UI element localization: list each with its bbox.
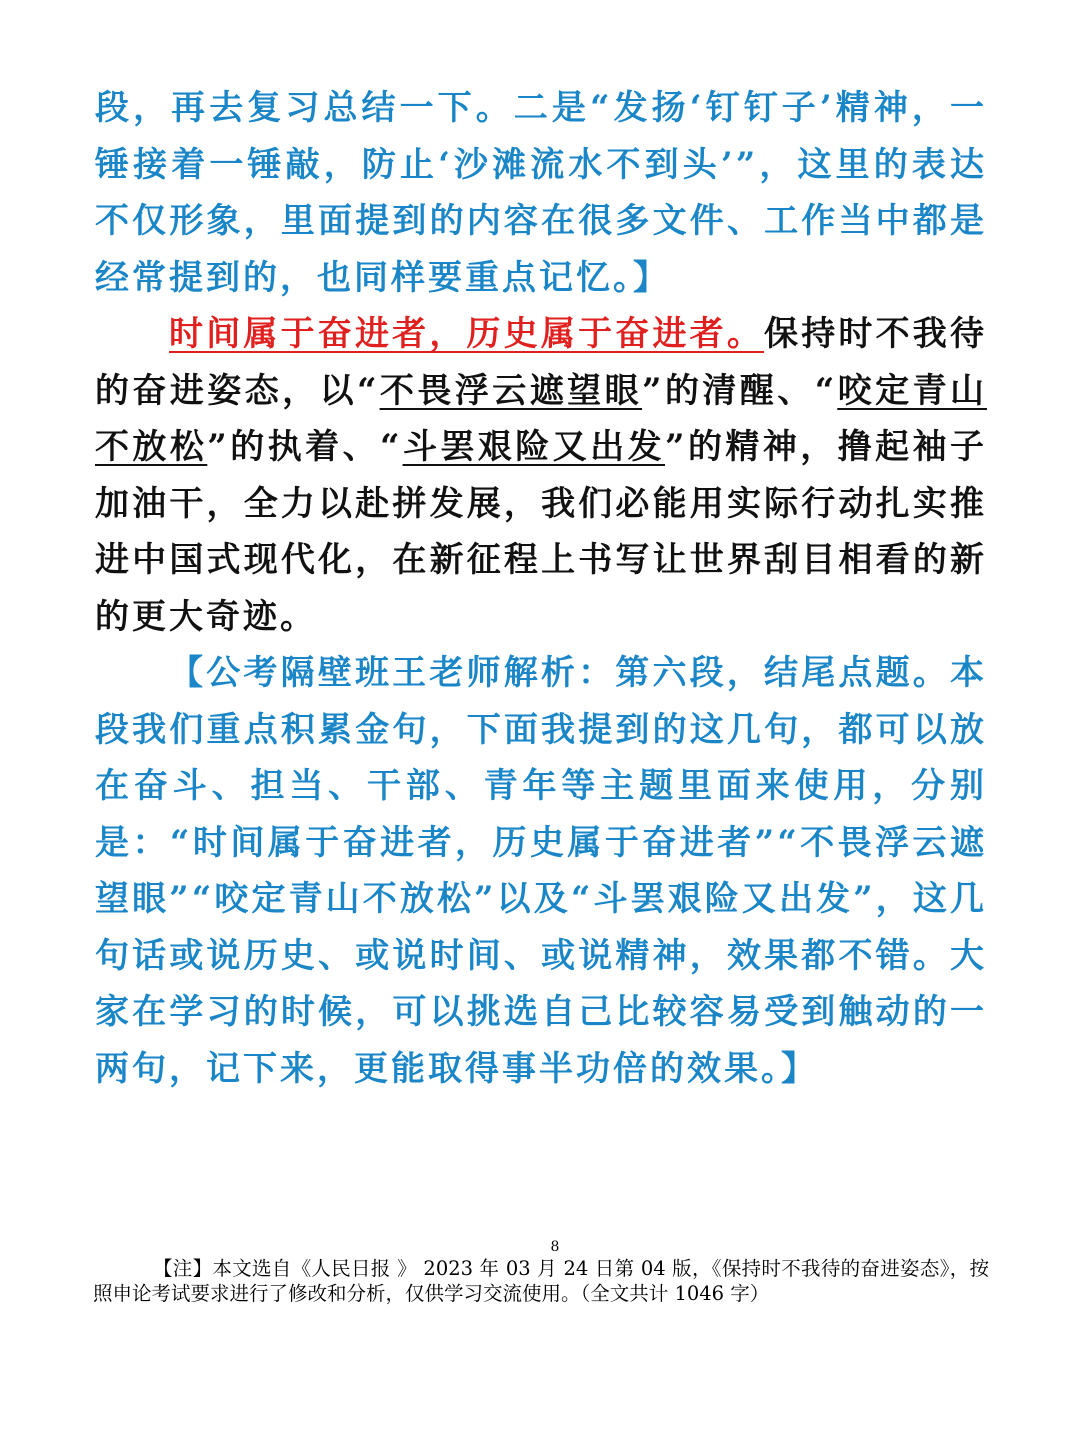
article-paragraph-conclusion [95, 306, 987, 645]
footnote: 【注】本文选自《人民日报 》 2023 年 03 月 24 日第 04 版，《保持时不我待的奋进姿态》，按照申论考试要求进行了修改和分析，仅供学习交流使用。（全文共计 1046 字） [93, 1257, 989, 1305]
analysis-paragraph-continued: 段，再去复习总结一下。二是“发扬‘钉钉子’精神，一锤接着一锤敲，防止‘沙滩流水不到头’”，这里的表达不仅形象，里面提到的内容在很多文件、工作当中都是经常提到的，也同样要重点记忆。】 [95, 88, 987, 298]
underlined-phrase-1: 不畏浮云遮望眼 [379, 370, 643, 411]
paragraph-text-segment: ”的清醒、“ [642, 370, 838, 411]
paragraph-text-segment: ”的精神，撸起袖子加油干，全力以赴拼发展，我们必能用实际行动扎实推进中国式现代化，在新征程上书写让世界刮目相看的新的更大奇迹。 [95, 427, 987, 637]
paragraph-text-segment: ”的执着、“ [207, 427, 403, 467]
page-number: 8 [550, 1239, 560, 1255]
article-body [95, 80, 987, 1097]
paragraph-text-segment: 保持时不我待的奋进姿态，以“ [95, 314, 987, 411]
analysis-paragraph: 【公考隔壁班王老师解析：第六段，结尾点题。本段我们重点积累金句，下面我提到的这几句，都可以放在奋斗、担当、干部、青年等主题里面来使用，分别是：“时间属于奋进者，历史属于奋进者”“不畏浮云遮望眼”“咬定青山不放松”以及“斗罢艰险又出发”，这几句话或说历史、或说时间、或说精神，效果都不错。大家在学习的时候，可以挑选自己比较容易受到触动的一两句，记下来，更能取得事半功倍的效果。】 [95, 653, 987, 1089]
underlined-phrase-2: 咬定青山不放松 [95, 370, 987, 467]
underlined-phrase-3: 斗罢艰险又出发 [402, 427, 665, 467]
highlighted-golden-sentence: 时间属于奋进者，历史属于奋进者。 [169, 314, 765, 354]
